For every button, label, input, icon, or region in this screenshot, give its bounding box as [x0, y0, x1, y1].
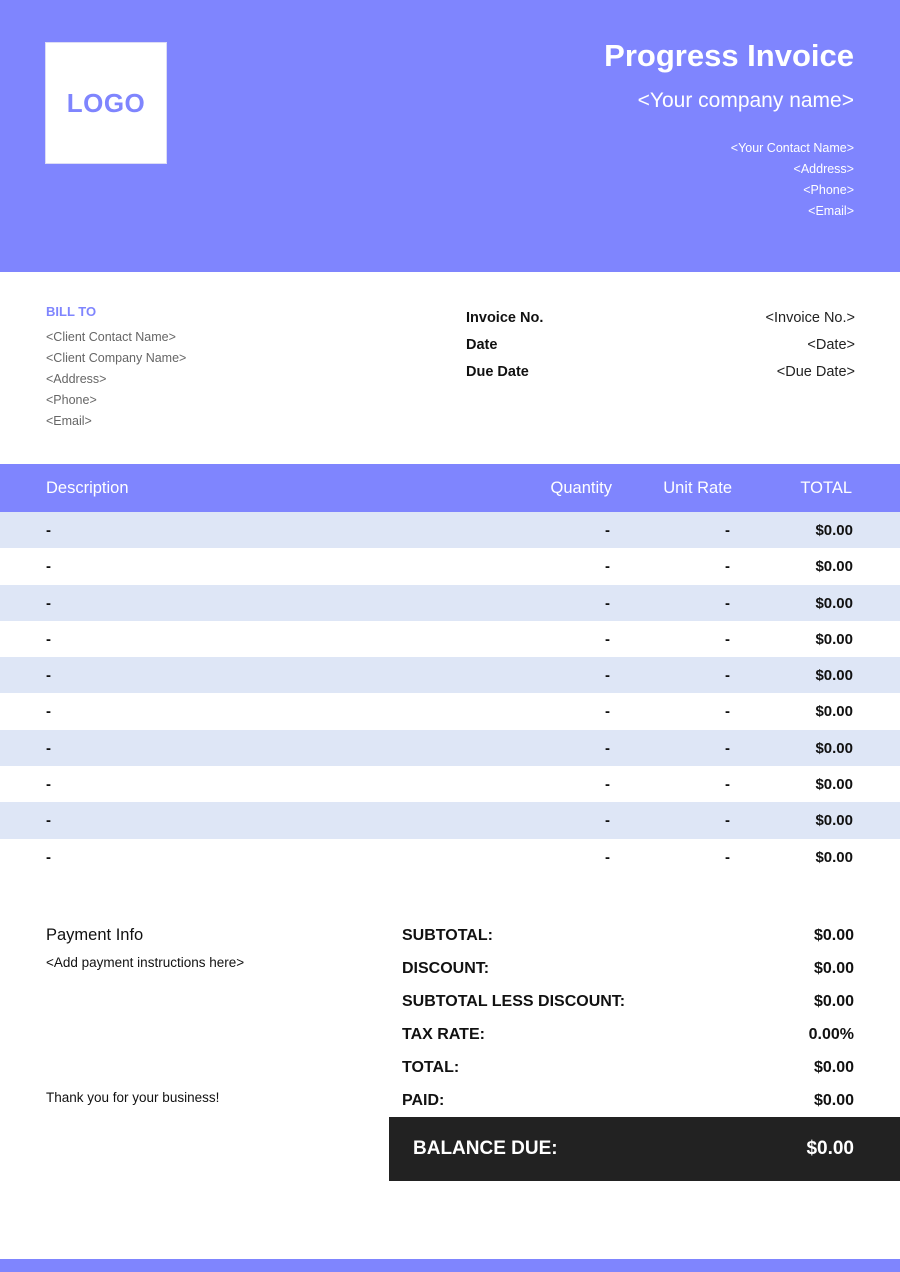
row-unit-rate: -	[725, 522, 730, 539]
invoice-number-value: <Invoice No.>	[765, 309, 855, 326]
subtotal-value: $0.00	[813, 926, 854, 944]
row-quantity: -	[605, 522, 610, 539]
thank-you-note: Thank you for your business!	[46, 1090, 220, 1105]
paid-row	[402, 1084, 854, 1117]
row-unit-rate: -	[725, 848, 730, 866]
tax-rate-label: TAX RATE:	[402, 1025, 485, 1043]
company-name: <Your company name>	[637, 89, 854, 112]
row-description: -	[46, 812, 51, 830]
balance-due-bar	[389, 1117, 900, 1181]
row-unit-rate: -	[725, 667, 730, 685]
total-value: $0.00	[813, 1058, 854, 1076]
row-total: $0.00	[815, 776, 853, 794]
invoice-title: Progress Invoice	[604, 38, 854, 73]
row-total: $0.00	[815, 703, 853, 721]
column-header-unit-rate: Unit Rate	[663, 479, 732, 497]
logo-placeholder	[45, 42, 167, 164]
row-total: $0.00	[815, 848, 853, 866]
items-table-body	[0, 512, 900, 875]
bill-to-details	[46, 327, 186, 432]
table-row	[0, 730, 900, 766]
row-unit-rate: -	[725, 703, 730, 721]
bill-to-heading: BILL TO	[46, 304, 97, 319]
row-total: $0.00	[815, 594, 853, 612]
discount-row	[402, 952, 854, 985]
column-header-quantity: Quantity	[550, 479, 612, 497]
table-row	[0, 693, 900, 729]
balance-due-label: BALANCE DUE:	[413, 1138, 558, 1159]
subtotal-less-discount-label: SUBTOTAL LESS DISCOUNT:	[402, 992, 626, 1010]
row-total: $0.00	[815, 630, 853, 648]
total-label: TOTAL:	[402, 1058, 460, 1076]
row-quantity: -	[605, 739, 610, 757]
discount-label: DISCOUNT:	[402, 959, 490, 977]
invoice-header	[0, 0, 900, 272]
payment-info-heading: Payment Info	[46, 926, 144, 944]
column-header-total: TOTAL	[800, 479, 852, 497]
contact-name: <Your Contact Name>	[730, 141, 854, 155]
tax-rate-row	[402, 1018, 854, 1051]
row-unit-rate: -	[725, 739, 730, 757]
row-description: -	[46, 630, 51, 648]
row-description: -	[46, 667, 51, 685]
subtotal-less-discount-value: $0.00	[813, 992, 854, 1010]
row-quantity: -	[605, 703, 610, 721]
row-description: -	[46, 594, 51, 612]
row-description: -	[46, 848, 51, 866]
row-total: $0.00	[815, 739, 853, 757]
tax-rate-value: 0.00%	[808, 1025, 854, 1043]
table-row	[0, 548, 900, 584]
client-contact-name: <Client Contact Name>	[46, 330, 176, 344]
contact-phone: <Phone>	[803, 183, 854, 197]
row-total: $0.00	[815, 522, 853, 539]
subtotal-less-discount-row	[402, 985, 854, 1018]
table-row	[0, 657, 900, 693]
invoice-date-value: <Date>	[807, 336, 855, 353]
table-row	[0, 802, 900, 838]
table-row	[0, 839, 900, 875]
row-description: -	[46, 776, 51, 794]
subtotal-label: SUBTOTAL:	[402, 926, 493, 944]
row-quantity: -	[605, 776, 610, 794]
row-description: -	[46, 522, 51, 539]
table-row	[0, 766, 900, 802]
payment-instructions: <Add payment instructions here>	[46, 955, 245, 970]
client-phone: <Phone>	[46, 393, 97, 407]
row-unit-rate: -	[725, 558, 730, 576]
row-description: -	[46, 739, 51, 757]
client-company-name: <Client Company Name>	[46, 351, 187, 365]
table-row	[0, 512, 900, 548]
client-address: <Address>	[46, 372, 107, 386]
subtotal-row	[402, 919, 854, 952]
invoice-number-row	[466, 304, 855, 331]
row-quantity: -	[605, 812, 610, 830]
row-total: $0.00	[815, 812, 853, 830]
table-row	[0, 585, 900, 621]
row-quantity: -	[605, 848, 610, 866]
row-unit-rate: -	[725, 594, 730, 612]
row-description: -	[46, 558, 51, 576]
contact-email: <Email>	[808, 204, 854, 218]
row-quantity: -	[605, 558, 610, 576]
row-unit-rate: -	[725, 812, 730, 830]
items-table-header	[0, 464, 900, 512]
row-total: $0.00	[815, 667, 853, 685]
due-date-row	[466, 358, 855, 385]
footer-accent-bar	[0, 1259, 900, 1272]
row-description: -	[46, 703, 51, 721]
client-email: <Email>	[46, 414, 92, 428]
discount-value: $0.00	[813, 959, 854, 977]
contact-address: <Address>	[793, 162, 854, 176]
invoice-number-label: Invoice No.	[466, 309, 544, 326]
invoice-date-label: Date	[466, 336, 498, 353]
row-quantity: -	[605, 667, 610, 685]
row-unit-rate: -	[725, 630, 730, 648]
invoice-date-row	[466, 331, 855, 358]
invoice-meta	[466, 304, 855, 385]
column-header-description: Description	[46, 479, 129, 497]
row-unit-rate: -	[725, 776, 730, 794]
row-total: $0.00	[815, 558, 853, 576]
logo-text: LOGO	[66, 87, 146, 118]
table-row	[0, 621, 900, 657]
paid-label: PAID:	[402, 1091, 445, 1109]
due-date-value: <Due Date>	[776, 363, 855, 380]
row-quantity: -	[605, 630, 610, 648]
total-row	[402, 1051, 854, 1084]
due-date-label: Due Date	[466, 363, 529, 380]
balance-due-value: $0.00	[806, 1138, 854, 1159]
company-contact	[731, 138, 854, 222]
row-quantity: -	[605, 594, 610, 612]
totals-summary	[402, 919, 854, 1117]
paid-value: $0.00	[813, 1091, 854, 1109]
